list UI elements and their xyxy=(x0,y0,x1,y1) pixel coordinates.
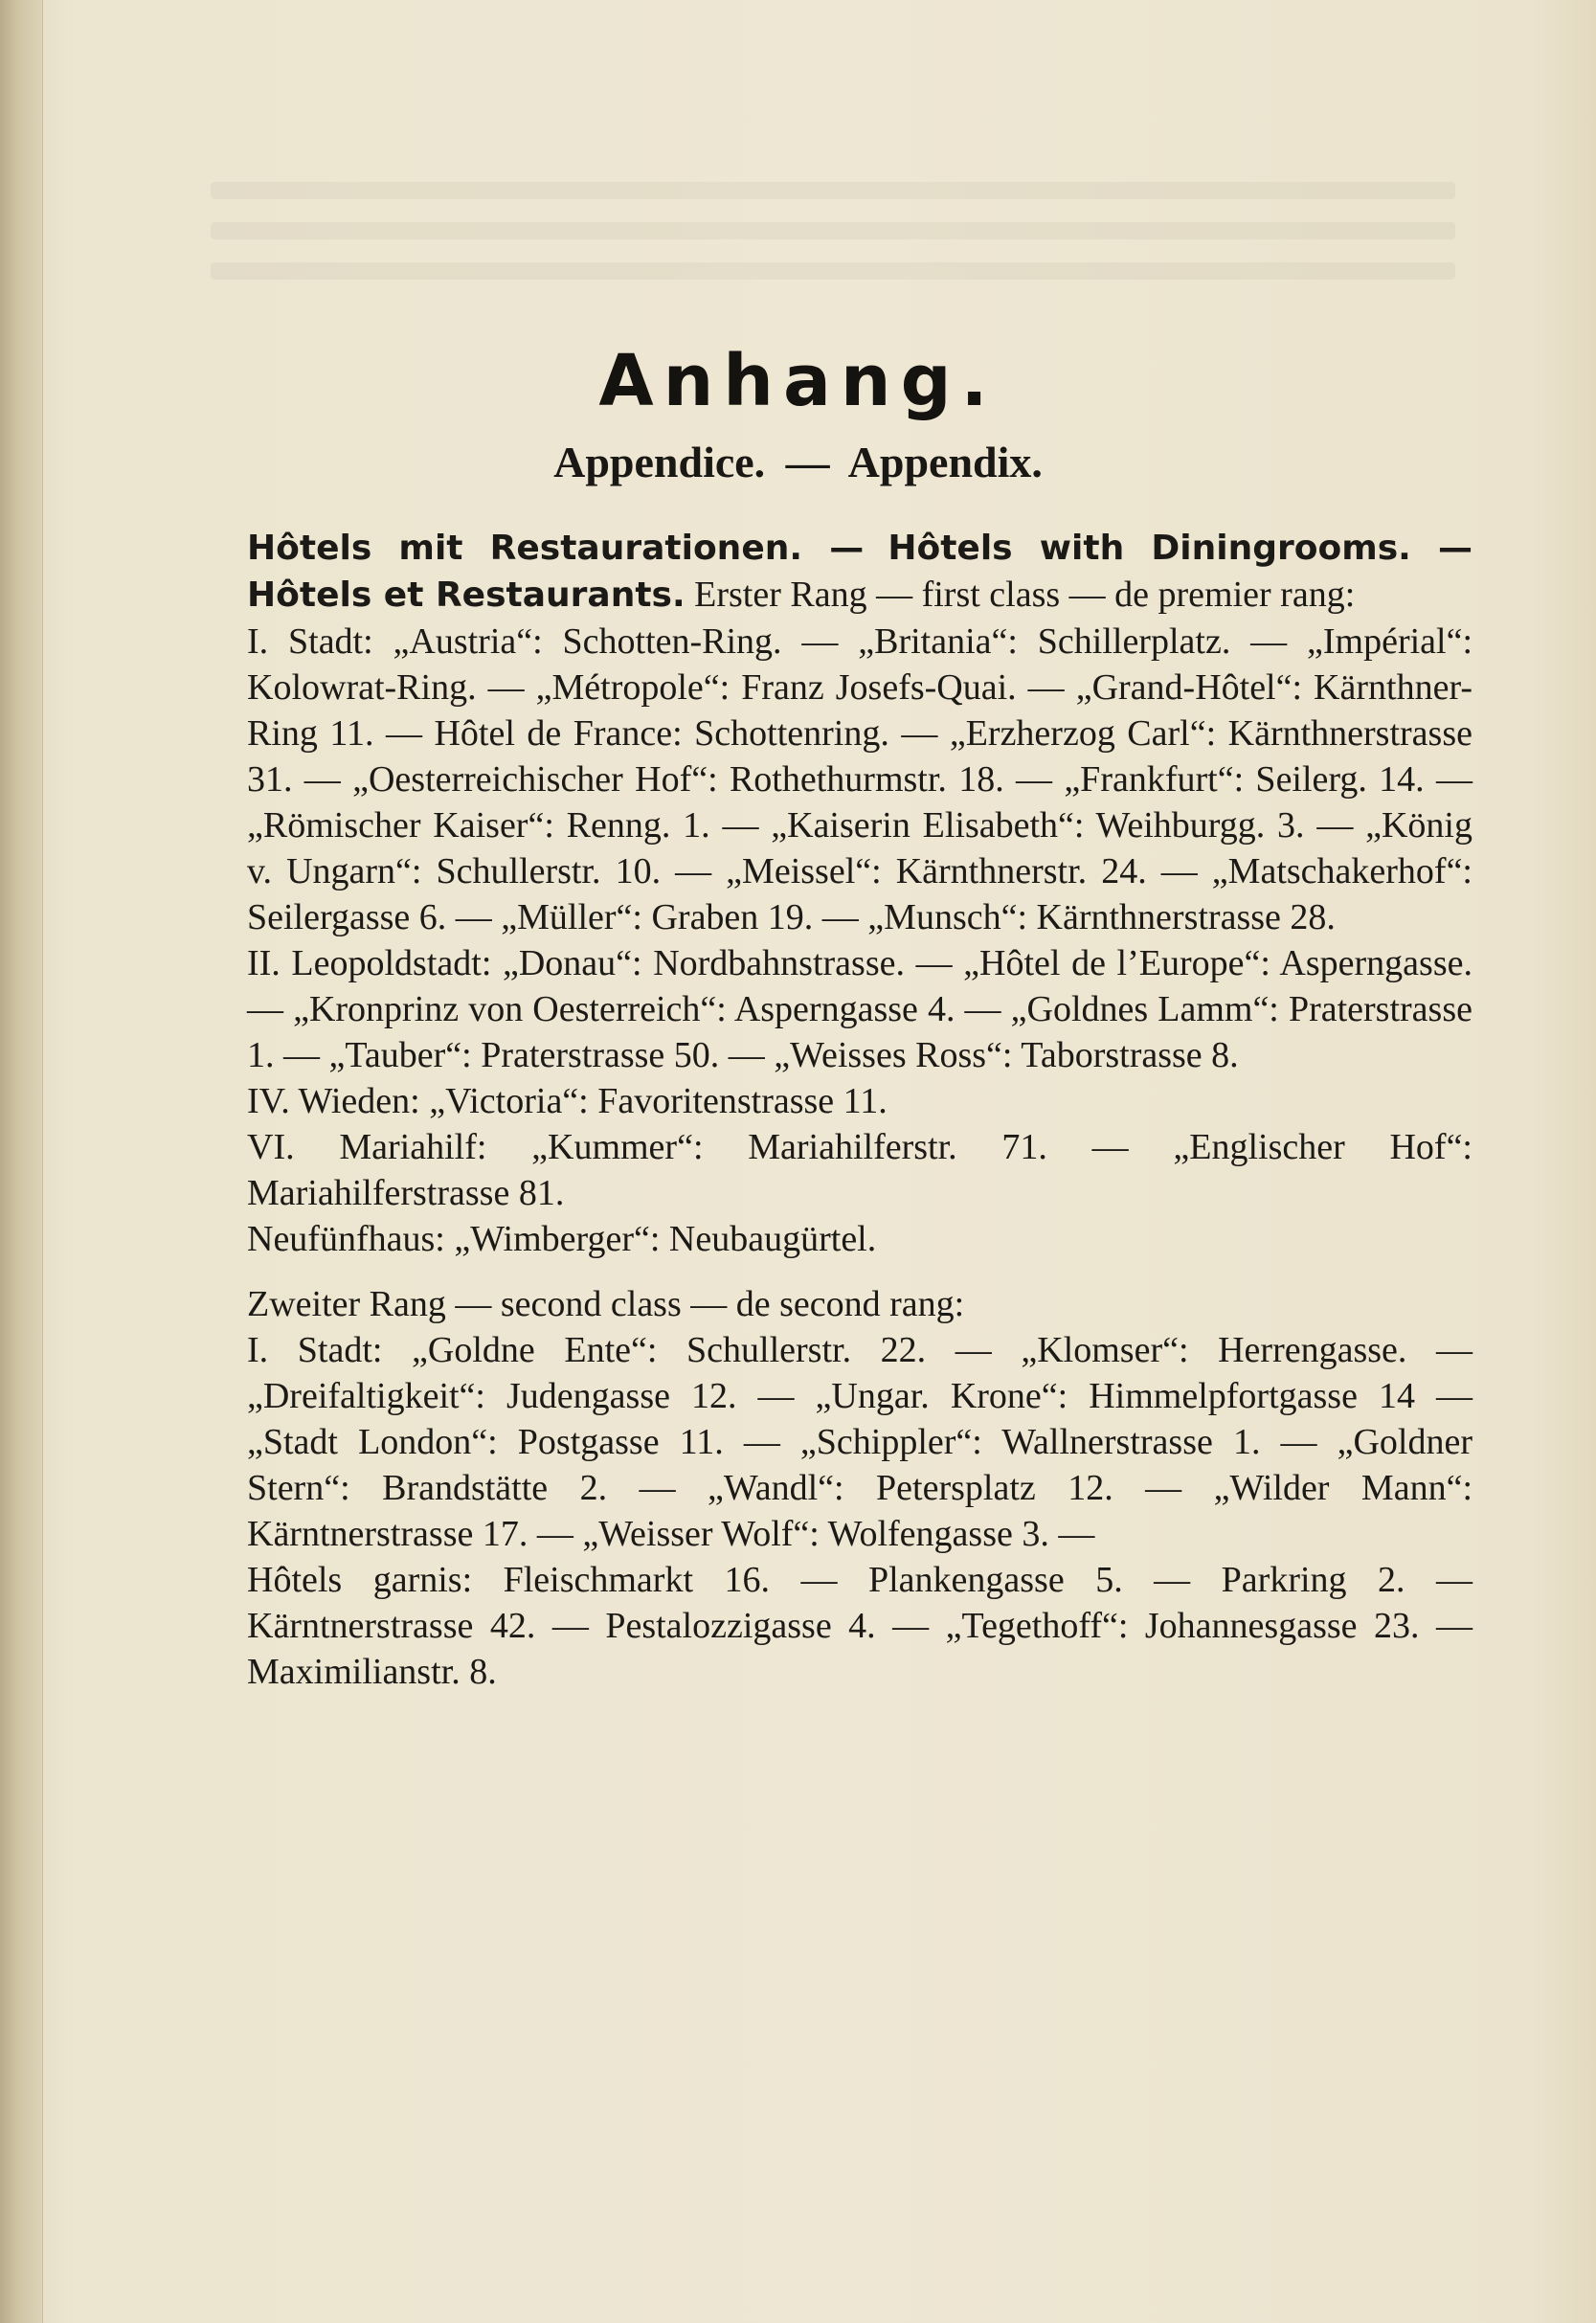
show-through-line xyxy=(211,222,1455,239)
heading-french: Hôtels et Restaurants. xyxy=(247,575,686,615)
first-class-list xyxy=(247,619,1472,1262)
heading-english: Hôtels with Diningrooms. — xyxy=(888,529,1472,568)
district-text: Leopoldstadt: „Donau“: Nordbahnstrasse. — „Hôtel de l’Europe“: Asperngasse. — „Kronprinz von Oesterreich“: Asperngasse 4. — „Goldnes Lamm“: Praterstrasse 1. — „Tauber“: Praterstrasse 50. — „Weisses Ross“: Taborstrasse 8. xyxy=(247,943,1472,1075)
page-subtitle: Appendice. — Appendix. xyxy=(553,438,1043,486)
hotels-garnis-entry: Hôtels garnis: Fleischmarkt 16. — Plankengasse 5. — Parkring 2. — Kärntnerstrasse 42. — Pestalozzigasse 4. — „Tegethoff“: Johannesgasse 23. — Maximilianstr. 8. xyxy=(247,1560,1472,1692)
district-text: Wieden: „Victoria“: Favoritenstrasse 11. xyxy=(298,1081,888,1121)
district-number: I. xyxy=(247,621,269,662)
section-gap xyxy=(247,1262,1472,1281)
district-entry xyxy=(247,1216,1472,1262)
second-class-list xyxy=(247,1327,1472,1557)
district-entry xyxy=(247,1078,1472,1124)
district-text: Mariahilf: „Kummer“: Mariahilferstr. 71. — „Englischer Hof“: Mariahilferstrasse 81. xyxy=(247,1127,1472,1213)
intro-heading xyxy=(247,525,1472,619)
district-text: Neufünfhaus: „Wimberger“: Neubaugürtel. xyxy=(247,1219,877,1259)
heading-german: Hôtels mit Restaurationen. — xyxy=(247,529,865,568)
district-entry xyxy=(247,619,1472,940)
district-number: II. xyxy=(247,943,281,983)
district-entry xyxy=(247,1327,1472,1557)
district-text: Stadt: „Goldne Ente“: Schullerstr. 22. — „Klomser“: Herrengasse. — „Dreifaltigkeit“: Judengasse 12. — „Ungar. Krone“: Himmelpfortgasse 14 — „Stadt London“: Postgasse 11. — „Schippler“: Wallnerstrasse 1. — „Goldner Stern“: Brandstätte 2. — „Wandl“: Petersplatz 12. — „Wilder Mann“: Kärntnerstrasse 17. — „Weisser Wolf“: Wolfengasse 3. — xyxy=(247,1330,1473,1554)
district-number: VI. xyxy=(247,1127,295,1167)
hotel-listing xyxy=(247,525,1472,1695)
second-class-label: Zweiter Rang — second class — de second rang: xyxy=(247,1284,965,1324)
district-text: Stadt: „Austria“: Schotten-Ring. — „Britania“: Schillerplatz. — „Impérial“: Kolowrat-Ring. — „Métropole“: Franz Josefs-Quai. — „Grand-Hôtel“: Kärnthner-Ring 11. — Hôtel de France: Schottenring. — „Erzherzog Carl“: Kärnthnerstrasse 31. — „Oesterreichischer Hof“: Rothethurmstr. 18. — „Frankfurt“: Seilerg. 14. — „Römischer Kaiser“: Renng. 1. — „Kaiserin Elisabeth“: Weihburgg. 3. — „König v. Ungarn“: Schullerstr. 10. — „Meissel“: Kärnthnerstr. 24. — „Matschakerhof“: Seilergasse 6. — „Müller“: Graben 19. — „Munsch“: Kärnthnerstrasse 28. xyxy=(247,621,1473,937)
show-through-line xyxy=(211,182,1455,199)
district-number: IV. xyxy=(247,1081,290,1121)
district-entry xyxy=(247,1124,1472,1216)
show-through-line xyxy=(211,262,1455,280)
first-class-label: Erster Rang — first class — de premier rang: xyxy=(694,575,1356,615)
district-number: I. xyxy=(247,1330,269,1370)
district-entry xyxy=(247,940,1472,1078)
page-title: Anhang. xyxy=(598,340,998,422)
